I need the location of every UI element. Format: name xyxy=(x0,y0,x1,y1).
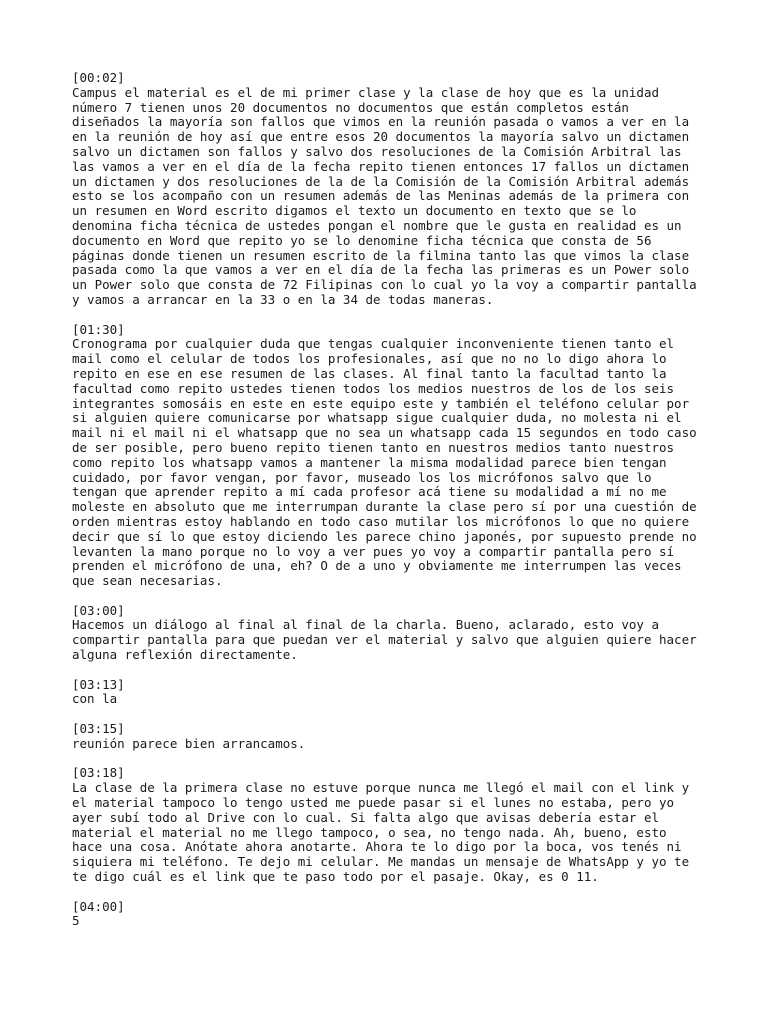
timestamp: [04:00] xyxy=(72,898,125,914)
transcript-segment xyxy=(72,722,712,752)
transcript-segment xyxy=(72,71,712,308)
timestamp: [03:13] xyxy=(72,676,125,692)
segment-text: La clase de la primera clase no estuve porque nunca me llegó el mail con el link y el material tampoco lo tengo usted me puede pasar si el lunes no estaba, pero yo ayer subí todo al Drive con lo cual. Si falta algo que avisas debería estar el material el material no me llego tampoco, o sea, no tengo nada. Ah, bueno, esto hace una cosa. Anótate ahora anotarte. Ahora te lo digo por la boca, vos tenés ni siquiera mi teléfono. Te dejo mi celular. Me mandas un mensaje de WhatsApp y yo te te digo cuál es el link que te paso todo por el pasaje. Okay, es 0 11. xyxy=(72,780,690,885)
segment-text: con la xyxy=(72,691,118,707)
transcript-segment xyxy=(72,323,712,589)
timestamp: [03:18] xyxy=(72,765,125,781)
timestamp: [03:15] xyxy=(72,721,125,737)
transcript-segment xyxy=(72,766,712,884)
transcript-segment xyxy=(72,900,712,930)
transcript-document xyxy=(72,71,712,944)
segment-text: Campus el material es el de mi primer clase y la clase de hoy que es la unidad número 7 tienen unos 20 documentos no documentos que están completos están diseñados la mayoría son fallos que vimos en la reunión pasada o vamos a ver en la en la reunión de hoy así que entre esos 20 documentos la mayoría salvo un dictamen salvo un dictamen son fallos y salvo dos resoluciones de la Comisión Arbitral las las vamos a ver en el día de la fecha repito tienen entonces 17 fallos un dictamen un dictamen y dos resoluciones de la de la Comisión de la Comisión Arbitral además esto se los acompaño con un resumen además de las Meninas además de la primera con un resumen en Word escrito digamos el texto un documento en texto que se lo denomina ficha técnica de ustedes pongan el nombre que le gusta en realidad es un documento en Word que repito yo se lo denomine ficha técnica que consta de 56 páginas donde tienen un resumen escrito de la filmina tanto las que vimos la clase pasada como la que vamos a ver en el día de la fecha las primeras es un Power solo un Power solo que consta de 72 Filipinas con lo cual yo la voy a compartir pantalla y vamos a arrancar en la 33 o en la 34 de todas maneras. xyxy=(72,84,697,307)
timestamp: [03:00] xyxy=(72,602,125,618)
transcript-segment xyxy=(72,604,712,663)
timestamp: [00:02] xyxy=(72,70,125,85)
segment-text: Hacemos un diálogo al final al final de la charla. Bueno, aclarado, esto voy a compartir pantalla para que puedan ver el material y salvo que alguien quiere hacer alguna reflexión directamente. xyxy=(72,617,697,663)
timestamp: [01:30] xyxy=(72,321,125,337)
transcript-segment xyxy=(72,678,712,708)
segment-text: reunión parece bien arrancamos. xyxy=(72,735,306,751)
segment-text: Cronograma por cualquier duda que tengas cualquier inconveniente tienen tanto el mail como el celular de todos los profesionales, así que no no lo digo ahora lo repito en ese en ese resumen de las clases. Al final tanto la facultad tanto la facultad como repito ustedes tienen todos los medios nuestros de los de los seis integrantes somosáis en este en este equipo este y también el teléfono celular por si alguien quiere comunicarse por whatsapp sigue cualquier duda, no molesta ni el mail ni el mail ni el whatsapp que no sea un whatsapp cada 15 segundos en todo caso de ser posible, pero bueno repito tienen tanto en nuestros medios tanto nuestros como repito los whatsapp vamos a mantener la misma modalidad parece bien tengan cuidado, por favor vengan, por favor, museado los los micrófonos salvo que lo tengan que aprender repito a mí cada profesor acá tiene su modalidad a mí no me moleste en absoluto que me interrumpan durante la clase pero sí por una cuestión de orden mientras estoy hablando en todo caso mutilar los micrófonos lo que no quiere decir que sí lo que estoy diciendo les parece chino japonés, por supuesto prende no levanten la mano porque no lo voy a ver pues yo voy a compartir pantalla pero sí prenden el micrófono de una, eh? O de a uno y obviamente me interrumpen las veces que sean necesarias. xyxy=(72,336,697,589)
segment-text: 5 xyxy=(72,913,80,929)
